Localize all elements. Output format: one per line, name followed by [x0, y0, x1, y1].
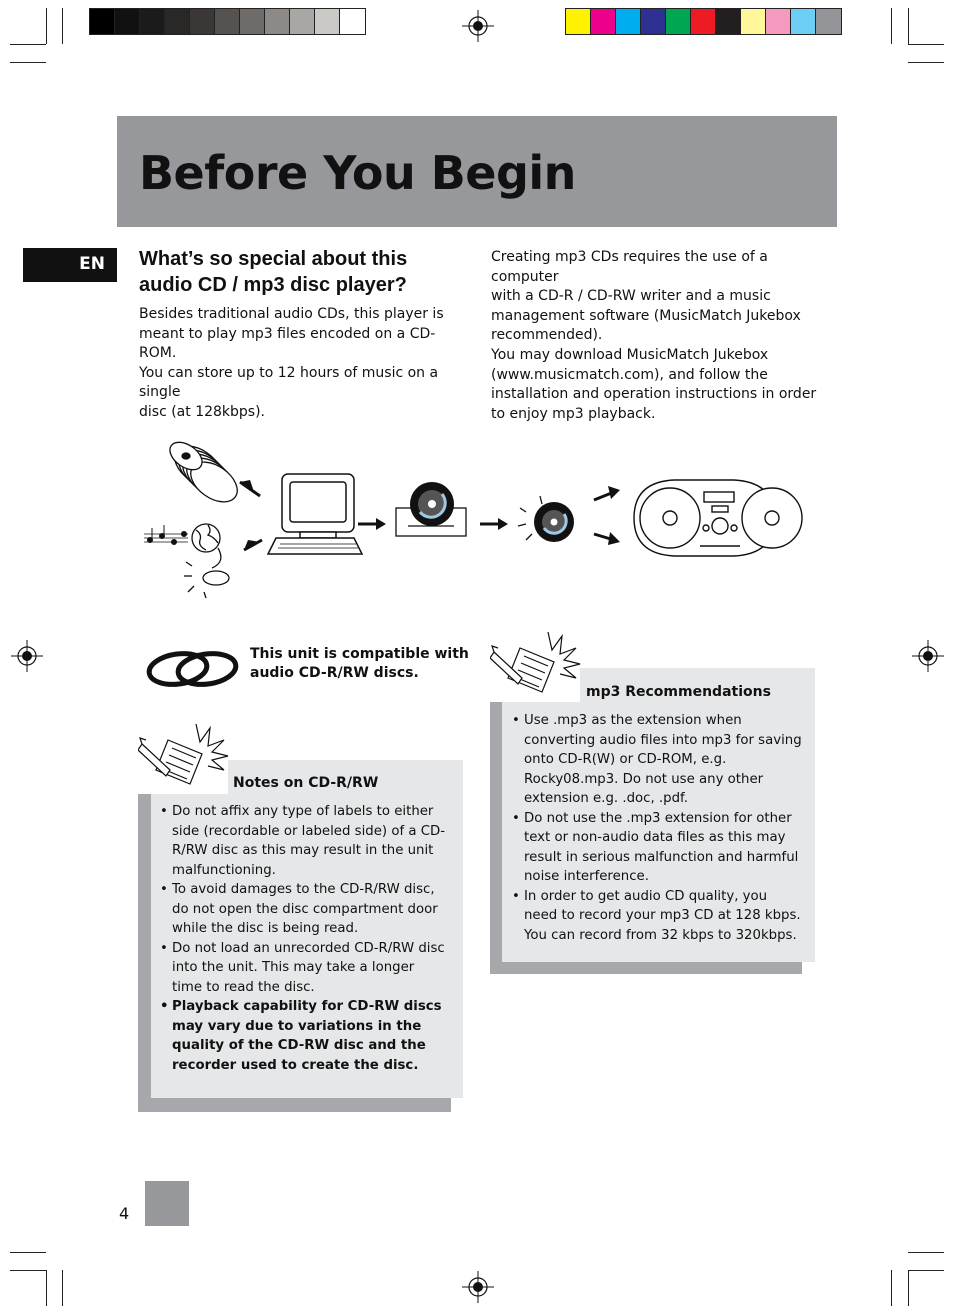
- crop-mark: [10, 1270, 46, 1271]
- crop-mark: [10, 1252, 46, 1253]
- page-title: Before You Begin: [139, 146, 576, 200]
- text-line: to enjoy mp3 playback.: [491, 405, 656, 422]
- music-notes-icon: [144, 525, 188, 545]
- color-swatch: [165, 9, 190, 34]
- cd-writer-icon: [396, 482, 466, 536]
- crop-mark: [908, 62, 944, 63]
- crop-mark: [46, 1270, 47, 1306]
- globe-icon: [192, 524, 220, 552]
- crop-mark: [908, 8, 909, 44]
- color-swatch: [215, 9, 240, 34]
- registration-mark-icon: [912, 640, 944, 672]
- compatibility-note: [250, 645, 470, 683]
- compat-line: This unit is compatible with: [250, 646, 469, 662]
- text-line: You can store up to 12 hours of music on a single: [139, 364, 439, 401]
- color-swatch: [90, 9, 115, 34]
- registration-mark-icon: [11, 640, 43, 672]
- crop-mark: [62, 8, 63, 44]
- text-line: management software (MusicMatch Jukebox: [491, 307, 801, 324]
- crop-mark: [908, 1270, 909, 1306]
- list-item-emphasis: • Playback capability for CD-RW discs may vary due to variations in the quality of the CD-RW disc and the recorder used to create the disc.: [162, 997, 448, 1075]
- registration-mark-icon: [462, 1271, 494, 1303]
- list-item: • Do not load an unrecorded CD-R/RW disc into the unit. This may take a longer time to read the disc.: [162, 939, 448, 998]
- mp3-title: mp3 Recommendations: [586, 684, 771, 700]
- text-line: disc (at 128kbps).: [139, 403, 266, 420]
- crop-mark: [62, 1270, 63, 1306]
- cd-disc-icon: [518, 496, 574, 542]
- notes-list: [162, 802, 448, 1075]
- section-heading: What’s so special about this audio CD / mp3 disc player?: [139, 248, 408, 296]
- color-swatch: [240, 9, 265, 34]
- list-item: • In order to get audio CD quality, you need to record your mp3 CD at 128 kbps. You can record from 32 kbps to 320kbps.: [514, 887, 804, 946]
- compatibility-logo-icon: [145, 650, 240, 688]
- text-line: with a CD-R / CD-RW writer and a music: [491, 288, 771, 305]
- color-swatch: [741, 9, 766, 34]
- crop-mark: [908, 44, 944, 45]
- title-band: [117, 116, 837, 227]
- cd-player-boombox-icon: [634, 480, 802, 556]
- arrow-icon: [594, 486, 620, 545]
- list-item: • Do not use the .mp3 extension for other text or non-audio data files as this may result in serious malfunction and harmful noise interference.: [514, 809, 804, 887]
- grayscale-color-bar: [89, 8, 366, 35]
- computer-icon: [268, 474, 362, 554]
- color-swatch: [616, 9, 641, 34]
- intro-right-body: [491, 248, 831, 424]
- text-line: (www.musicmatch.com), and follow the: [491, 366, 768, 383]
- color-swatch: [816, 9, 841, 34]
- color-swatch: [766, 9, 791, 34]
- list-item: • To avoid damages to the CD-R/RW disc, do not open the disc compartment door while the disc is being read.: [162, 880, 448, 939]
- color-swatch: [691, 9, 716, 34]
- crop-mark: [46, 8, 47, 44]
- text-line: meant to play mp3 files encoded on a CD-ROM.: [139, 325, 436, 362]
- arrow-icon: [480, 518, 508, 530]
- text-line: Besides traditional audio CDs, this player is: [139, 306, 444, 322]
- color-swatch: [791, 9, 816, 34]
- text-line: You may download MusicMatch Jukebox: [491, 346, 769, 363]
- notepad-pencil-icon: [138, 718, 230, 788]
- color-swatch: [115, 9, 140, 34]
- page-tab: [145, 1181, 189, 1226]
- language-tab: EN: [23, 248, 117, 282]
- process-color-bar: [565, 8, 842, 35]
- crop-mark: [891, 8, 892, 44]
- color-swatch: [566, 9, 591, 34]
- crop-mark: [10, 62, 46, 63]
- notepad-pencil-icon: [490, 626, 582, 696]
- color-swatch: [591, 9, 616, 34]
- color-swatch: [140, 9, 165, 34]
- compat-line: audio CD-R/RW discs.: [250, 665, 419, 681]
- text-line: installation and operation instructions in order: [491, 386, 817, 403]
- intro-body: [139, 305, 469, 423]
- mp3-list: [514, 711, 804, 945]
- text-line: Creating mp3 CDs requires the use of a computer: [491, 249, 768, 285]
- crop-mark: [10, 44, 46, 45]
- mp3-workflow-illustration: [140, 430, 820, 600]
- crop-mark: [908, 1252, 944, 1253]
- arrow-icon: [358, 518, 386, 530]
- crop-mark: [908, 1270, 944, 1271]
- mouse-icon: [184, 548, 229, 598]
- color-swatch: [666, 9, 691, 34]
- color-swatch: [290, 9, 315, 34]
- color-swatch: [315, 9, 340, 34]
- list-item: • Do not affix any type of labels to either side (recordable or labeled side) of a CD-R/RW disc as this may result in the unit malfunctioning.: [162, 802, 448, 880]
- color-swatch: [340, 9, 365, 34]
- color-swatch: [716, 9, 741, 34]
- color-swatch: [265, 9, 290, 34]
- cd-stack-icon: [165, 437, 245, 510]
- color-swatch: [641, 9, 666, 34]
- list-item: • Use .mp3 as the extension when converting audio files into mp3 for saving onto CD-R(W) or CD-ROM, e.g. Rocky08.mp3. Do not use any other extension e.g. .doc, .pdf.: [514, 711, 804, 809]
- arrow-icon: [240, 480, 262, 550]
- registration-mark-icon: [462, 10, 494, 42]
- crop-mark: [891, 1270, 892, 1306]
- page-number: 4: [119, 1204, 130, 1223]
- color-swatch: [190, 9, 215, 34]
- notes-title: Notes on CD-R/RW: [233, 775, 379, 791]
- text-line: recommended).: [491, 327, 603, 344]
